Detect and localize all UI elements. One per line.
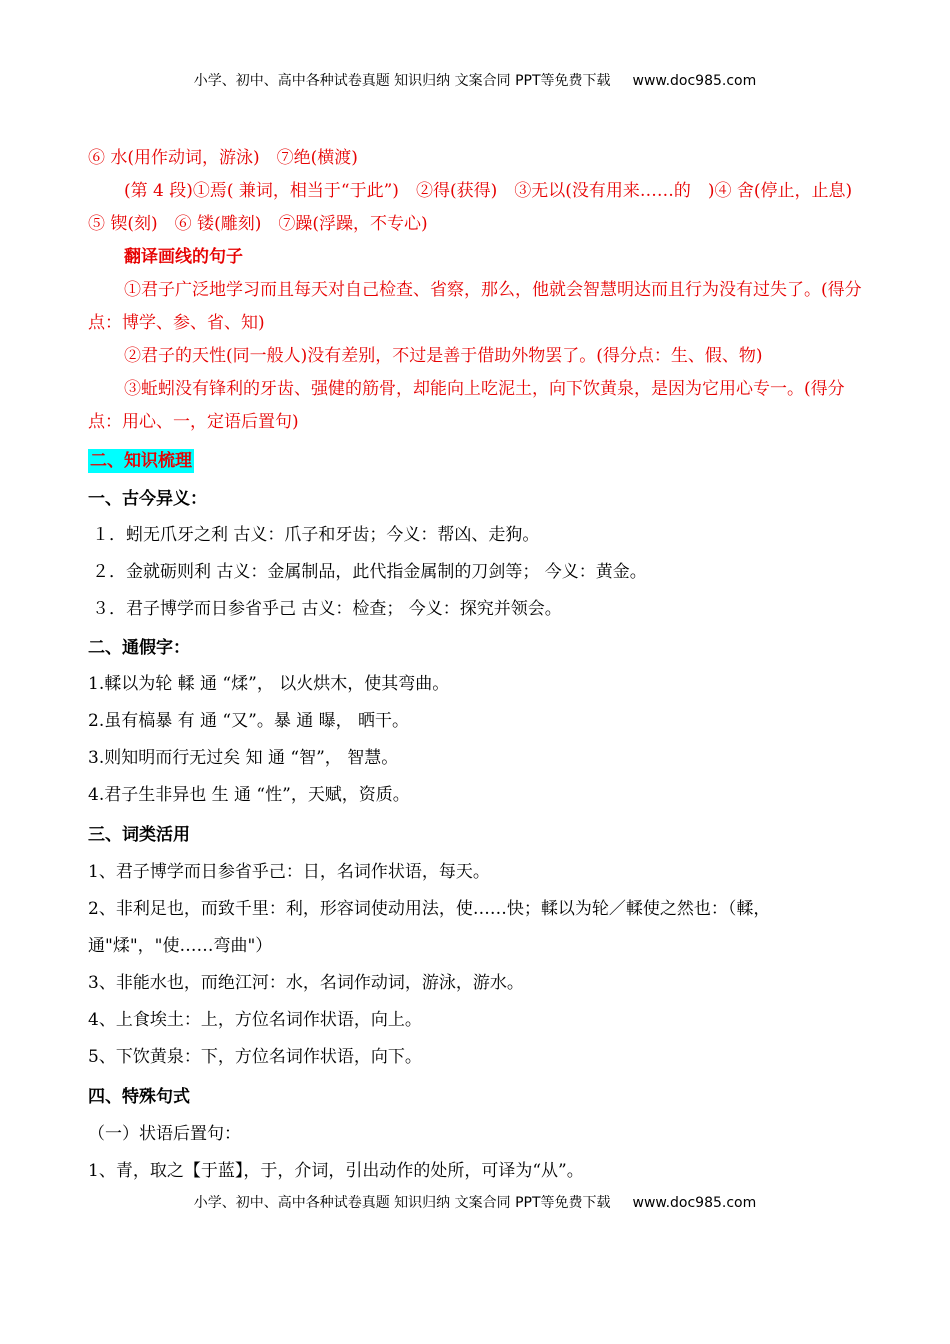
list-item: 5、下饮黄泉：下，方位名词作状语，向下。 [88, 1047, 422, 1067]
teshu-title: 四、特殊句式 [88, 1087, 190, 1107]
answer-paragraph-4: (第 4 段)①焉( 兼词，相当于“于此”) ②得(获得) ③无以(没有用来……的 )④ 舍(停止，止息) ⑤ 锲(刻) ⑥ 镂(雕刻) ⑦躁(浮躁，不专心) [88, 181, 870, 234]
tongjia-title: 二、通假字： [88, 638, 190, 658]
document-body [88, 142, 870, 1190]
list-item: １．蚓无爪牙之利 古义：爪子和牙齿；今义：帮凶、走狗。 [92, 525, 540, 545]
list-item: 3、非能水也，而绝江河：水，名词作动词，游泳，游水。 [88, 973, 524, 993]
translation-1: ①君子广泛地学习而且每天对自己检查、省察，那么，他就会智慧明达而且行为没有过失了。(得分点：博学、参、省、知) [88, 280, 862, 333]
teshu-subtitle: （一）状语后置句： [88, 1124, 241, 1144]
list-item: 1.輮以为轮 輮 通 “煣”， 以火烘木，使其弯曲。 [88, 674, 450, 694]
list-item: 2.虽有槁暴 有 通 “又”。暴 通 曝， 晒干。 [88, 711, 410, 731]
list-item: 2、非利足也，而致千里：利，形容词使动用法，使……快；輮以为轮／輮使之然也：（輮，通"煣"，"使……弯曲"） [88, 899, 771, 956]
list-item: 1、君子博学而日参省乎己：日，名词作状语，每天。 [88, 862, 490, 882]
list-item: ３．君子博学而日参省乎己 古义：检查； 今义：探究并领会。 [92, 599, 562, 619]
section-heading: 二、知识梳理 [90, 451, 192, 471]
header-url[interactable]: www.doc985.com [632, 73, 757, 89]
translation-3: ③蚯蚓没有锋利的牙齿、强健的筋骨，却能向上吃泥土，向下饮黄泉，是因为它用心专一。(得分点：用心、一，定语后置句) [88, 379, 845, 432]
list-item: ２．金就砺则利 古义：金属制品，此代指金属制的刀剑等； 今义：黄金。 [92, 562, 647, 582]
list-item: 1、青，取之【于蓝】，于，介词，引出动作的处所，可译为“从”。 [88, 1161, 584, 1181]
answer-line: ⑥ 水(用作动词，游泳) ⑦绝(横渡) [88, 148, 358, 168]
page-footer [0, 1192, 950, 1212]
translate-title: 翻译画线的句子 [124, 247, 243, 267]
footer-text: 小学、初中、高中各种试卷真题 知识归纳 文案合同 PPT等免费下载 [193, 1195, 611, 1211]
cilei-title: 三、词类活用 [88, 825, 190, 845]
translation-2: ②君子的天性(同一般人)没有差别，不过是善于借助外物罢了。(得分点：生、假、物) [124, 346, 763, 366]
list-item: 3.则知明而行无过矣 知 通 “智”， 智慧。 [88, 748, 399, 768]
section-heading-wrap [88, 443, 864, 479]
list-item: 4、上食埃土：上，方位名词作状语，向上。 [88, 1010, 422, 1030]
footer-url[interactable]: www.doc985.com [632, 1195, 757, 1211]
gujin-title: 一、古今异义： [88, 489, 207, 509]
list-item: 4.君子生非异也 生 通 “性”，天赋，资质。 [88, 785, 410, 805]
page-header [0, 70, 950, 90]
header-text: 小学、初中、高中各种试卷真题 知识归纳 文案合同 PPT等免费下载 [193, 73, 611, 89]
